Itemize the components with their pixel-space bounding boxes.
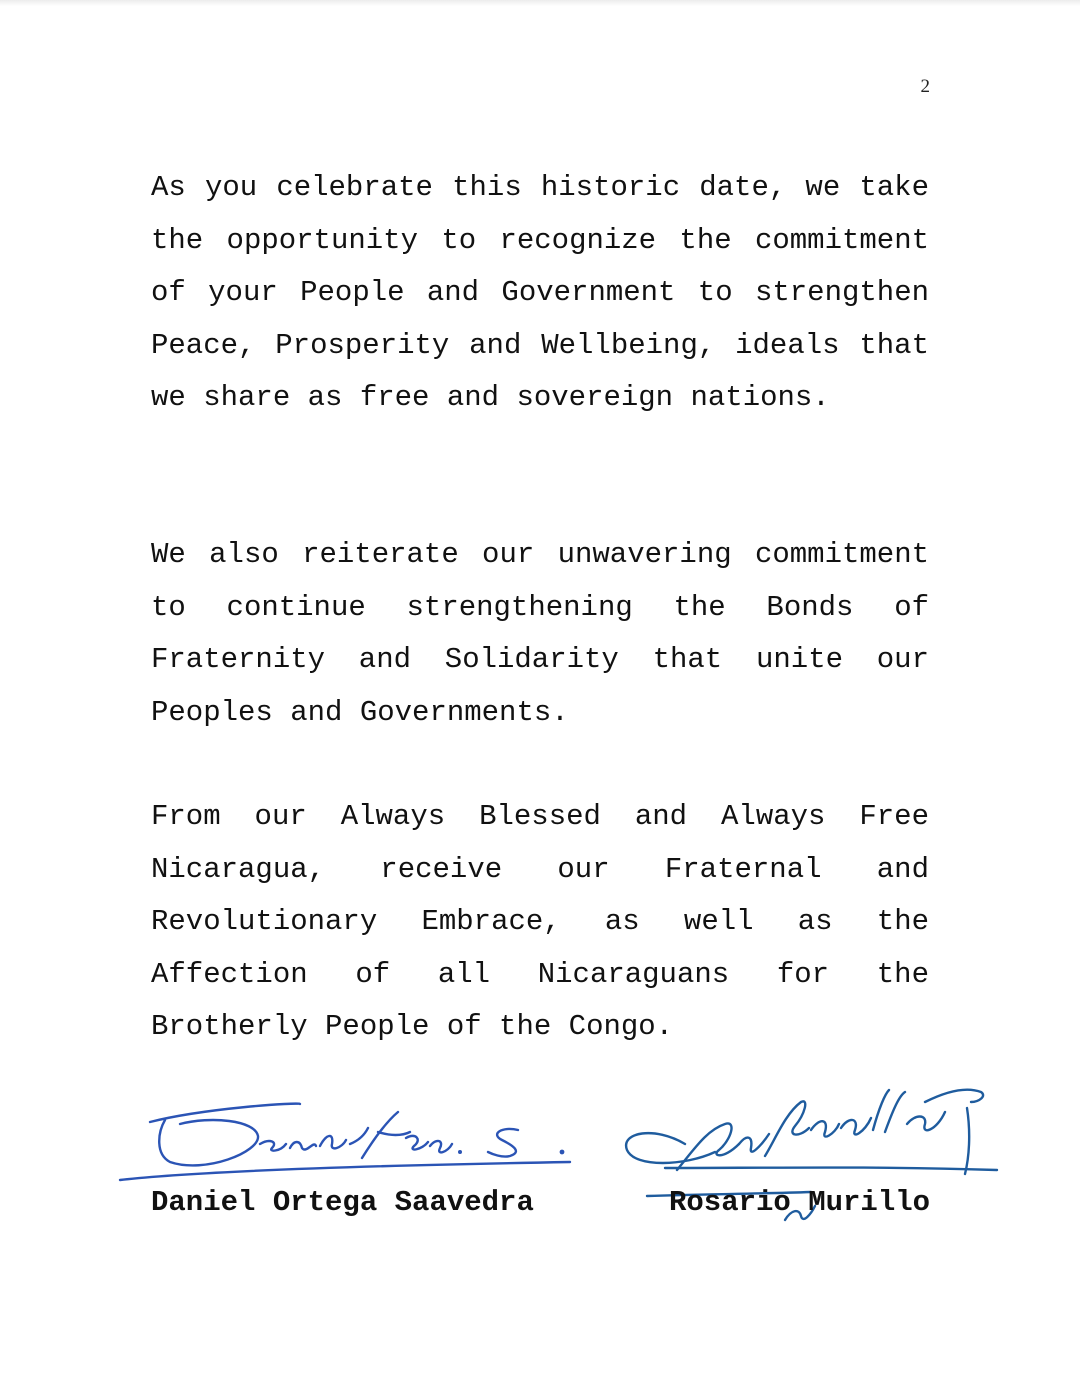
- body-paragraph-1: As you celebrate this historic date, we take the opportunity to recognize the commitment of your People and Government to strengthen Peace, Prosperity and Wellbeing, ideals that we share as free and sovereign nations.: [151, 171, 929, 414]
- body-paragraph-3: From our Always Blessed and Always Free Nicaragua, receive our Fraternal and Revolutionary Embrace, as well as the Affection of all Nicaraguans for the Brotherly People of the Congo.: [151, 800, 929, 1043]
- signer-name-daniel-ortega: Daniel Ortega Saavedra: [151, 1186, 534, 1219]
- signer-name-rosario-murillo: Rosario Murillo: [669, 1186, 931, 1219]
- page-top-edge: [0, 0, 1080, 6]
- body-paragraph-2: We also reiterate our unwavering commitment to continue strengthening the Bonds of Fraternity and Solidarity that unite our Peoples and Governments.: [151, 538, 929, 729]
- signature-daniel-ortega: [110, 1092, 580, 1192]
- page-number: 2: [920, 76, 930, 97]
